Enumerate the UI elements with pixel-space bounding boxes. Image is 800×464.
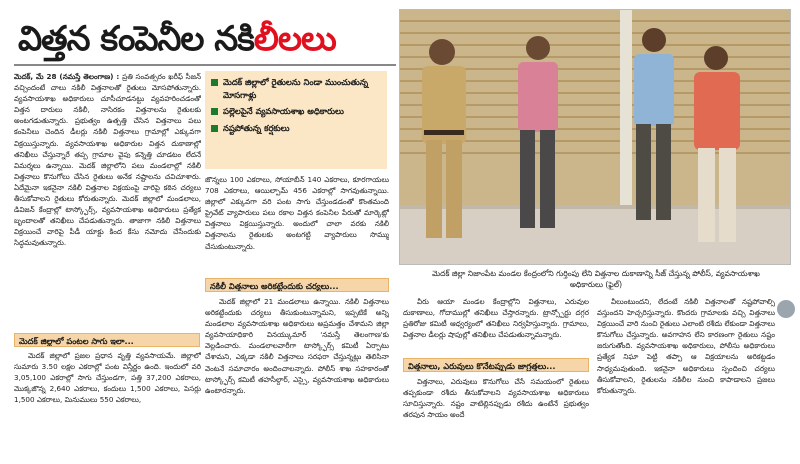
bullet-square-icon	[211, 108, 218, 115]
subhead-text: మెదక్ జిల్లాలో పంటల సాగు ఇలా...	[19, 336, 134, 346]
article-column-3	[403, 296, 589, 354]
dateline: మెదక్, మే 28 (నమస్తే తెలంగాణ) :	[14, 72, 123, 81]
subhead-text: విత్తనాలు, ఎరువులు కొనేటప్పుడు జాగ్రత్తలు...	[408, 361, 556, 371]
article-column-1-bottom	[14, 350, 201, 458]
photo-caption-text: మెదక్ జిల్లా నిజాంపేట మండల కేంద్రంలోని గుర్తింపు లేని విత్తనాల దుకాణాన్ని సీజ్ చేస్తున్న పోలీస్, వ్యవసాయశాఖ అధికారులు (ఫైల్)	[432, 269, 760, 289]
subhead-actions	[205, 278, 389, 292]
paragraph: మెదక్ జిల్లాలో 21 మండలాలు ఉన్నాయి. నకిలీ విత్తనాలు అరికట్టేందుకు చర్యలు తీసుకుంటున్నామని, ఇప్పటికే అన్ని మండలాల వ్యవసాయశాఖ అధికారులు అప్రమత్తం చేశామని జిల్లా వ్యవసాయాధికారి వినయ్కుమార్ 'నమస్తే తెలంగాణ'కు వెల్లడించారు. మండలాలవారీగా టాస్క్ఫోర్స్ కమిటీ ఏర్పాటు చేశామని, ఎక్కడా నకిలీ విత్తనాలు సరఫరా చేస్తున్నట్లు తెలిసినా వెంటనే సమాచారం అందించాలన్నారు. పోలీస్ శాఖ సహకారంతో టాస్క్ఫోర్స్ కమిటీ తహసీల్దార్, ఎస్సై, వ్యవసాయశాఖ అధికారులు ఉంటారన్నారు.	[205, 297, 389, 395]
bullet-square-icon	[211, 125, 218, 132]
article-column-1	[14, 71, 201, 329]
article-column-2-bottom	[205, 296, 389, 458]
article-column-4	[597, 296, 775, 458]
highlight-item	[211, 76, 381, 101]
bullet-square-icon	[211, 79, 218, 86]
subhead-crop-area	[14, 333, 200, 347]
paragraph: విత్తనాలు, ఎరువులు కొనుగోలు చేసే సమయంలో రైతులు తప్పకుండా రశీదు తీసుకోవాలని వ్యవసాయశాఖ అధికారులు సూచిస్తున్నారు. నష్టం వాటిల్లినప్పుడు రశీదు ఉంటేనే ప్రభుత్వం తరపున సాయం అందే	[403, 377, 589, 420]
paragraph: జొన్నలు 100 ఎకరాలు, సోయాబీన్ 140 ఎకరాలు, కూరగాయలు 708 ఎకరాలు, ఆయిల్పామ్ 456 ఎకరాల్లో సాగవుతున్నాయి. జిల్లాలో ఎక్కువగా వరి పంట సాగు చేస్తుండడంతో కొంతమంది ప్రైవేట్ వ్యాపారులు పలు రకాల విత్తన కంపెనీల పేరుతో మార్కెట్లో విత్తనాలు విక్రయిస్తున్నారు. అందులో చాలా వరకు నకిలీ విత్తనాలను రైతులకు అంటగట్టి వ్యాపారులు సొమ్ము చేసుకుంటున్నారు.	[205, 175, 389, 251]
paragraph	[14, 71, 201, 249]
page-corner-stamp-icon	[777, 300, 795, 318]
article-column-3-bottom	[403, 376, 589, 458]
headline-rule	[14, 64, 396, 66]
headline-accent: లీలలు	[253, 19, 336, 59]
highlight-text: నష్టపోతున్న కర్షకులు	[223, 122, 290, 133]
photo-caption	[420, 268, 772, 290]
highlight-item	[211, 105, 381, 118]
headline-main: విత్తన కంపెనీల నకి	[18, 19, 254, 59]
subhead-precautions	[403, 358, 589, 372]
subhead-text: నకిలీ విత్తనాలు అరికట్టేందుకు చర్యలు...	[210, 281, 339, 291]
highlight-text: మెదక్ జిల్లాలో రైతులను నిండా ముంచుతున్న మోసగాళ్లు	[223, 77, 369, 100]
highlight-item	[211, 122, 381, 135]
highlights-box	[205, 71, 387, 169]
headline	[18, 14, 398, 64]
paragraph: వీరు ఆయా మండల కేంద్రాల్లోని విత్తనాలు, ఎరువుల దుకాణాలు, గోదాముల్లో తనిఖీలు చేస్తారన్నారు. ట్రాన్స్పోర్టు దగ్గర ప్రతిరోజు కమిటీ ఆధ్వర్యంలో తనిఖీలు నిర్వహిస్తున్నారు. గ్రామాలు, విత్తనాల డీలర్లు షాపుల్లో తనిఖీలు చేపడుతున్నామన్నారు.	[403, 297, 589, 340]
highlight-text: పల్లెలపైనే వ్యవసాయశాఖ అధికారులు	[223, 106, 344, 116]
news-photo	[399, 9, 791, 265]
paragraph: మెదక్ జిల్లాలో ప్రజల ప్రధాన వృత్తి వ్యవసాయమే. జిల్లాలో సుమారు 3.50 లక్షల ఎకరాల్లో పంట విస్తీర్ణం ఉంది. ఇందులో వరి 3,05,100 ఎకరాల్లో సాగు చేస్తుండగా, పత్తి 37,200 ఎకరాలు, మొక్కజొన్న 2,640 ఎకరాలు, కందులు 1,500 ఎకరాలు, పెసర్లు 1,500 ఎకరాలు, మినుములు 550 ఎకరాలు,	[14, 351, 201, 405]
paragraph: వీలుంటుందని, లేదంటే నకిలీ విత్తనాలతో నష్టపోవాల్సి వస్తుందని హెచ్చరిస్తున్నారు. కొందరు గ్రామాలకు వచ్చి విత్తనాలు విక్రయించే వారి నుంచి రైతులు ఎలాంటి రశీదు లేకుండా విత్తనాలు కొనుగోలు చేస్తున్నారు. అవగాహన లేని కారణంగా రైతులు నష్టం జరుగుతోంది. వ్యవసాయశాఖ అధికారులు, పోలీసు అధికారులు ప్రత్యేక నిఘా పెట్టి తప్పా ఆ విక్రయాలను అరికట్టడం సాధ్యమవుతుంది. ఇకనైనా అధికారులు స్పందించి చర్యలు తీసుకోవాలని, రైతులను నకిలీల నుంచి కాపాడాలని ప్రజలు కోరుతున్నారు.	[597, 297, 775, 395]
article-column-2	[205, 174, 389, 276]
paragraph-text: ప్రతి సంవత్సరం ఖరీఫ్ సీజన్ వచ్చిందంటే చాలు నకిలీ విత్తనాలతో రైతులు మోసపోతున్నారు. వ్యవసాయశాఖ అధికారులు చూసీచూడనట్టు వ్యవహరించడంతో విత్తన దారులు నకిలీ, నాసిరకం విత్తనాలను రైతులకు అంటగడుతున్నారు. ప్రభుత్వం ఉత్పత్తి చేసిన విత్తనాలు పలు కంపెనీలు చెందిన డీలర్లు నకిలీ విత్తనాలు గ్రామాల్లో ఎక్కువగా విక్రయిస్తున్నారు. వ్యవసాయశాఖ అధికారుల విత్తన దుకాణాల్లో తనిఖీలు చేస్తున్నారే తప్ప గ్రామాల వైపు కన్నెత్తి చూడటం లేదనే విమర్శలు ఉన్నాయి. మెదక్ జిల్లాలోని పలు మండలాల్లో నకిలీ విత్తనాలు కొనుగోలు చేసిన రైతులు అనేక నష్టాలను చవిచూశారు. ఏదేమైనా ఇకనైనా నకిలీ విత్తనాల విక్రయంపై వారిపై కఠిన చర్యలు తీసుకోవాలని రైతులు కోరుతున్నారు. మెదక్ జిల్లాలో మండలాలు, డివిజన్ కేంద్రాల్లో టాస్క్ఫోర్స్, వ్యవసాయశాఖ అధికారులు ప్రత్యేక బృందాలతో తనిఖీలు చేపడుతున్నారు. తాజాగా నకిలీ విత్తనాలు విక్రయించే వారిపై పీడీ యాక్టు కింద కేసు నమోదు చేసేందుకు సిద్ధమవుతున్నారు.	[14, 72, 201, 248]
officials-group-photo	[400, 10, 791, 265]
